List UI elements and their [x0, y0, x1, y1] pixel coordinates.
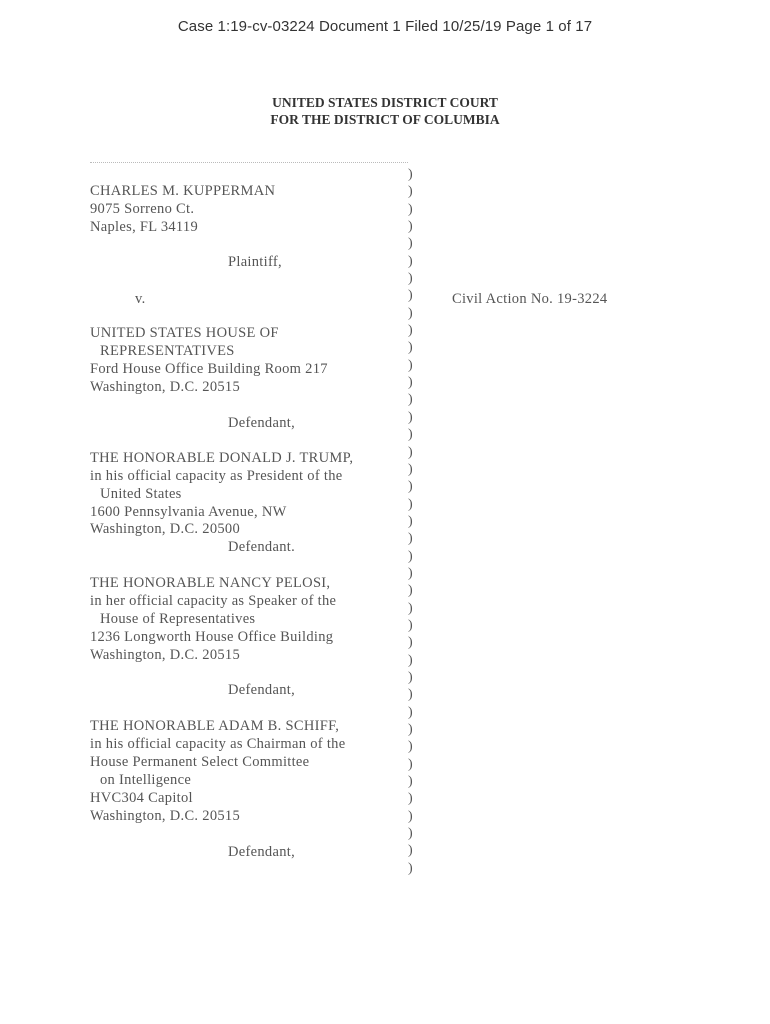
defendant2-address2: Washington, D.C. 20500	[90, 521, 241, 537]
court-title	[0, 94, 770, 128]
plaintiff-name: CHARLES M. KUPPERMAN	[90, 183, 276, 199]
caption-paren: )	[408, 375, 413, 391]
caption-paren: )	[408, 305, 413, 321]
caption-paren: )	[408, 479, 413, 495]
defendant3-address2: Washington, D.C. 20515	[90, 647, 241, 663]
defendant2-capacity2: United States	[100, 486, 182, 502]
caption-paren: )	[408, 565, 413, 581]
caption-paren: )	[408, 496, 413, 512]
defendant4-capacity1: in his official capacity as Chairman of the	[90, 736, 346, 752]
caption-paren: )	[408, 756, 413, 772]
caption-paren: )	[408, 739, 413, 755]
caption-paren: )	[408, 860, 413, 876]
caption-paren: )	[408, 722, 413, 737]
caption-paren: )	[408, 219, 413, 235]
plaintiff-role: Plaintiff,	[228, 254, 282, 270]
caption-paren: )	[408, 288, 413, 304]
caption-paren-column	[408, 166, 413, 877]
caption-paren: )	[408, 548, 413, 564]
caption-paren: )	[408, 513, 413, 529]
defendant2-name: THE HONORABLE DONALD J. TRUMP,	[90, 450, 354, 466]
defendant3-capacity2: House of Representatives	[100, 611, 256, 627]
defendant3-role: Defendant,	[228, 682, 296, 698]
defendant4-address1: HVC304 Capitol	[90, 790, 193, 806]
defendant3-capacity1: in her official capacity as Speaker of the	[90, 593, 337, 609]
caption-paren: )	[408, 687, 413, 703]
caption-paren: )	[408, 652, 413, 668]
caption-paren: )	[408, 635, 413, 651]
caption-paren: )	[408, 531, 413, 547]
caption-paren: )	[408, 323, 413, 339]
defendant1-name2: REPRESENTATIVES	[100, 343, 235, 359]
caption-paren: )	[408, 340, 413, 356]
case-header-stamp: Case 1:19-cv-03224 Document 1 Filed 10/25/19 Page 1 of 17	[177, 18, 593, 35]
plaintiff-address2: Naples, FL 34119	[90, 219, 199, 235]
court-title-line1: UNITED STATES DISTRICT COURT	[272, 95, 498, 110]
defendant4-capacity2: House Permanent Select Committee	[90, 754, 310, 770]
caption-paren: )	[408, 201, 413, 217]
caption-paren: )	[408, 253, 413, 269]
defendant4-role: Defendant,	[228, 844, 296, 860]
caption-paren: )	[408, 617, 413, 633]
caption-paren: )	[408, 236, 413, 252]
versus-label: v.	[135, 291, 146, 307]
caption-paren: )	[408, 461, 413, 477]
caption-paren: )	[408, 791, 413, 807]
caption-paren: )	[408, 774, 413, 790]
caption-paren: )	[408, 826, 413, 842]
defendant3-address1: 1236 Longworth House Office Building	[90, 629, 334, 645]
defendant2-role: Defendant.	[228, 539, 296, 555]
caption-paren: )	[408, 392, 413, 408]
caption-paren: )	[408, 843, 413, 859]
caption-paren: )	[408, 271, 413, 287]
civil-action-number: Civil Action No. 19-3224	[452, 291, 608, 307]
caption-paren: )	[408, 808, 413, 824]
caption-paren: )	[408, 600, 413, 616]
defendant2-capacity1: in his official capacity as President of the	[90, 468, 343, 484]
plaintiff-address1: 9075 Sorreno Ct.	[90, 201, 195, 217]
caption-paren: )	[408, 184, 413, 200]
defendant1-name1: UNITED STATES HOUSE OF	[90, 325, 279, 341]
defendant4-name: THE HONORABLE ADAM B. SCHIFF,	[90, 718, 340, 734]
caption-paren: )	[408, 583, 413, 599]
defendant4-capacity3: on Intelligence	[100, 772, 192, 788]
defendant3-name: THE HONORABLE NANCY PELOSI,	[90, 575, 331, 591]
caption-paren: )	[408, 357, 413, 373]
defendant4-address2: Washington, D.C. 20515	[90, 808, 241, 824]
defendant2-address1: 1600 Pennsylvania Avenue, NW	[90, 504, 287, 520]
caption-paren: )	[408, 409, 413, 425]
defendant1-role: Defendant,	[228, 415, 296, 431]
caption-paren: )	[408, 444, 413, 460]
caption-paren: )	[408, 704, 413, 720]
defendant1-address2: Washington, D.C. 20515	[90, 379, 241, 395]
caption-paren: )	[408, 427, 413, 443]
defendant1-address1: Ford House Office Building Room 217	[90, 361, 328, 377]
caption-paren: )	[408, 669, 413, 685]
caption-divider	[90, 162, 408, 163]
court-title-line2: FOR THE DISTRICT OF COLUMBIA	[270, 112, 500, 127]
caption-paren: )	[408, 167, 413, 182]
